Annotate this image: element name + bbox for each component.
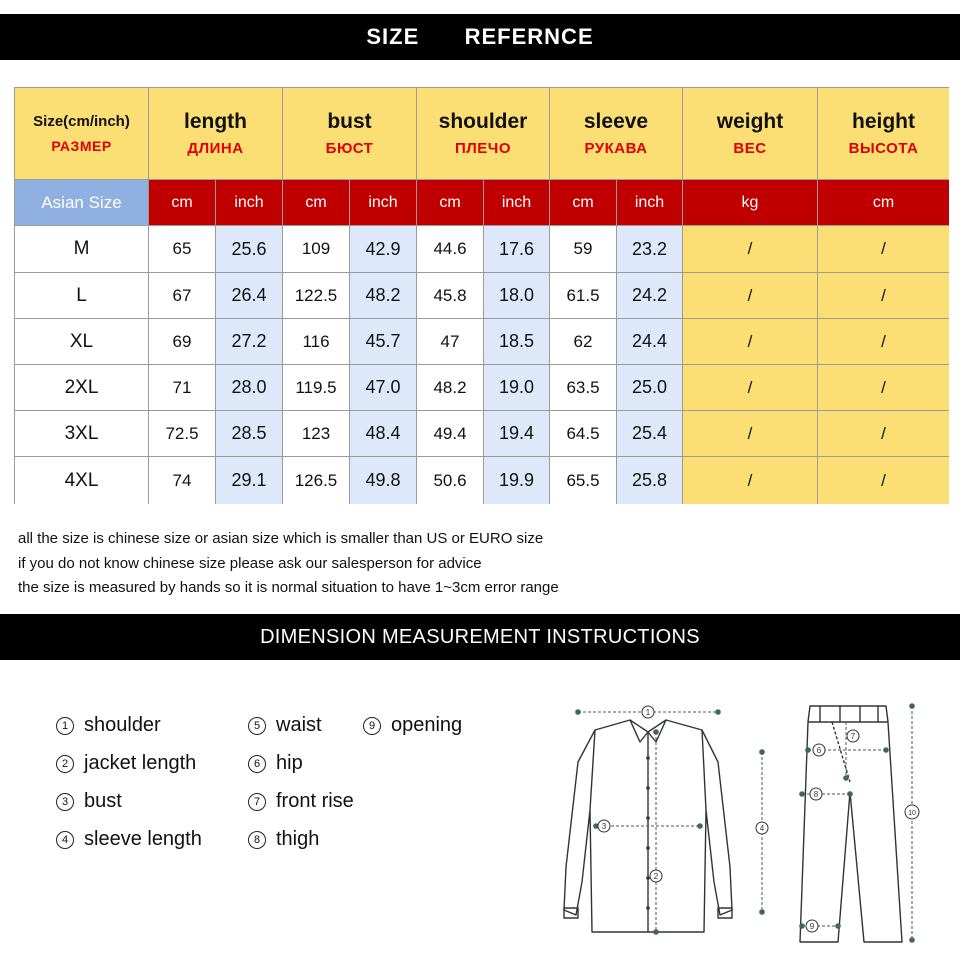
marker-sleeve-length bbox=[756, 822, 768, 834]
bust-inch-cell: 42.9 bbox=[350, 226, 416, 272]
marker-shoulder bbox=[642, 706, 654, 718]
unit-kg: kg bbox=[683, 180, 817, 225]
svg-text:10: 10 bbox=[908, 810, 916, 817]
length-inch-cell: 26.4 bbox=[216, 273, 282, 318]
legend-item-sleeve-length bbox=[56, 828, 202, 851]
shoulder-inch-cell: 18.5 bbox=[484, 319, 549, 364]
marker-hip bbox=[813, 744, 825, 756]
size-reference-banner bbox=[0, 14, 960, 60]
unit-cm: cm bbox=[149, 180, 215, 225]
header-height bbox=[818, 88, 949, 179]
sleeve-cm-cell: 63.5 bbox=[550, 365, 616, 410]
bust-cm-cell: 126.5 bbox=[283, 457, 349, 504]
svg-text:3: 3 bbox=[601, 822, 607, 831]
length-inch-cell: 29.1 bbox=[216, 457, 282, 504]
svg-text:1: 1 bbox=[645, 708, 651, 717]
size-reference-title: SIZE REFERNCE bbox=[366, 24, 594, 49]
marker-opening bbox=[806, 920, 818, 932]
header-label-en: sleeve bbox=[583, 110, 649, 133]
height-cell: / bbox=[818, 411, 949, 456]
height-cell: / bbox=[818, 365, 949, 410]
legend-number: 3 bbox=[56, 793, 74, 811]
unit-inch: inch bbox=[484, 180, 549, 225]
shoulder-cm-cell: 48.2 bbox=[417, 365, 483, 410]
bust-cm-cell: 123 bbox=[283, 411, 349, 456]
svg-text:2: 2 bbox=[653, 872, 659, 881]
bust-inch-cell: 49.8 bbox=[350, 457, 416, 504]
weight-cell: / bbox=[683, 457, 817, 504]
svg-text:8: 8 bbox=[813, 790, 819, 799]
marker-jacket-length bbox=[650, 870, 662, 882]
instructions-banner bbox=[0, 614, 960, 660]
header-label-en: bust bbox=[327, 110, 372, 133]
length-cm-cell: 69 bbox=[149, 319, 215, 364]
size-notes bbox=[18, 527, 559, 601]
svg-text:7: 7 bbox=[850, 732, 856, 741]
bust-cm-cell: 109 bbox=[283, 226, 349, 272]
svg-text:4: 4 bbox=[759, 824, 765, 833]
unit-cm: cm bbox=[818, 180, 949, 225]
header-label-ru: ВЫСОТА bbox=[848, 140, 919, 157]
legend-item-bust bbox=[56, 790, 122, 813]
header-label-en: weight bbox=[716, 110, 784, 133]
length-cm-cell: 74 bbox=[149, 457, 215, 504]
weight-cell: / bbox=[683, 411, 817, 456]
header-label-ru: РУКАВА bbox=[584, 140, 648, 157]
shoulder-inch-cell: 17.6 bbox=[484, 226, 549, 272]
legend-number: 4 bbox=[56, 831, 74, 849]
length-cm-cell: 72.5 bbox=[149, 411, 215, 456]
length-inch-cell: 28.5 bbox=[216, 411, 282, 456]
legend-item-thigh bbox=[248, 828, 319, 851]
note-line: if you do not know chinese size please ask our salesperson for advice bbox=[18, 554, 482, 572]
header-sleeve bbox=[550, 88, 682, 179]
sleeve-cm-cell: 62 bbox=[550, 319, 616, 364]
unit-cm: cm bbox=[550, 180, 616, 225]
legend-label: waist bbox=[276, 714, 322, 736]
size-label: M bbox=[15, 226, 148, 272]
header-label-ru: ВЕС bbox=[733, 140, 767, 157]
length-inch-cell: 25.6 bbox=[216, 226, 282, 272]
legend-number: 2 bbox=[56, 755, 74, 773]
legend-item-jacket-length bbox=[56, 752, 196, 775]
legend-label: hip bbox=[276, 752, 303, 774]
legend-label: bust bbox=[84, 790, 122, 812]
marker-bust bbox=[598, 820, 610, 832]
note-line: all the size is chinese size or asian size which is smaller than US or EURO size bbox=[18, 530, 544, 547]
shoulder-cm-cell: 44.6 bbox=[417, 226, 483, 272]
unit-inch: inch bbox=[350, 180, 416, 225]
legend-item-shoulder bbox=[56, 714, 161, 737]
shoulder-inch-cell: 19.4 bbox=[484, 411, 549, 456]
length-cm-cell: 71 bbox=[149, 365, 215, 410]
marker-pants-length bbox=[905, 805, 919, 819]
legend-number: 5 bbox=[248, 717, 266, 735]
weight-cell: / bbox=[683, 226, 817, 272]
legend-item-front-rise bbox=[248, 790, 354, 813]
shoulder-cm-cell: 45.8 bbox=[417, 273, 483, 318]
legend-label: thigh bbox=[276, 828, 320, 850]
size-label: 4XL bbox=[15, 457, 148, 504]
sleeve-inch-cell: 24.2 bbox=[617, 273, 682, 318]
unit-inch: inch bbox=[216, 180, 282, 225]
size-label: 2XL bbox=[15, 365, 148, 410]
sleeve-cm-cell: 59 bbox=[550, 226, 616, 272]
size-label: XL bbox=[15, 319, 148, 364]
weight-cell: / bbox=[683, 319, 817, 364]
sleeve-inch-cell: 25.0 bbox=[617, 365, 682, 410]
shoulder-cm-cell: 47 bbox=[417, 319, 483, 364]
bust-inch-cell: 48.2 bbox=[350, 273, 416, 318]
height-cell: / bbox=[818, 226, 949, 272]
note-line: the size is measured by hands so it is normal situation to have 1~3cm error range bbox=[18, 579, 559, 596]
unit-cm: cm bbox=[283, 180, 349, 225]
legend-label: opening bbox=[391, 714, 463, 736]
header-label-ru: РАЗМЕР bbox=[51, 138, 112, 154]
asian-size-label: Asian Size bbox=[15, 180, 148, 225]
header-bust bbox=[283, 88, 416, 179]
unit-cm: cm bbox=[417, 180, 483, 225]
bust-cm-cell: 122.5 bbox=[283, 273, 349, 318]
legend-number: 1 bbox=[56, 717, 74, 735]
height-cell: / bbox=[818, 457, 949, 504]
bust-inch-cell: 47.0 bbox=[350, 365, 416, 410]
header-label-en: Size(cm/inch) bbox=[33, 113, 130, 130]
legend-number: 8 bbox=[248, 831, 266, 849]
sleeve-inch-cell: 25.8 bbox=[617, 457, 682, 504]
bust-cm-cell: 119.5 bbox=[283, 365, 349, 410]
sleeve-cm-cell: 64.5 bbox=[550, 411, 616, 456]
sleeve-inch-cell: 23.2 bbox=[617, 226, 682, 272]
sleeve-inch-cell: 25.4 bbox=[617, 411, 682, 456]
instructions-title: DIMENSION MEASUREMENT INSTRUCTIONS bbox=[260, 625, 700, 648]
marker-thigh bbox=[810, 788, 822, 800]
legend-label: front rise bbox=[276, 790, 354, 812]
header-weight bbox=[683, 88, 817, 179]
header-length bbox=[149, 88, 282, 179]
header-label-en: length bbox=[184, 110, 247, 133]
length-cm-cell: 65 bbox=[149, 226, 215, 272]
bust-cm-cell: 116 bbox=[283, 319, 349, 364]
unit-inch: inch bbox=[617, 180, 682, 225]
length-inch-cell: 28.0 bbox=[216, 365, 282, 410]
svg-text:6: 6 bbox=[816, 746, 822, 755]
size-label: 3XL bbox=[15, 411, 148, 456]
svg-text:9: 9 bbox=[809, 922, 815, 931]
header-size bbox=[15, 88, 148, 179]
length-inch-cell: 27.2 bbox=[216, 319, 282, 364]
legend-item-opening bbox=[363, 714, 462, 737]
height-cell: / bbox=[818, 319, 949, 364]
size-table bbox=[14, 87, 949, 504]
shoulder-inch-cell: 19.9 bbox=[484, 457, 549, 504]
header-shoulder bbox=[417, 88, 549, 179]
weight-cell: / bbox=[683, 273, 817, 318]
shoulder-inch-cell: 19.0 bbox=[484, 365, 549, 410]
legend-number: 9 bbox=[363, 717, 381, 735]
legend-item-waist bbox=[248, 714, 322, 737]
height-cell: / bbox=[818, 273, 949, 318]
legend-number: 7 bbox=[248, 793, 266, 811]
size-label: L bbox=[15, 273, 148, 318]
sleeve-cm-cell: 65.5 bbox=[550, 457, 616, 504]
legend-label: jacket length bbox=[84, 752, 197, 774]
shoulder-cm-cell: 50.6 bbox=[417, 457, 483, 504]
shoulder-cm-cell: 49.4 bbox=[417, 411, 483, 456]
legend-number: 6 bbox=[248, 755, 266, 773]
header-label-ru: ДЛИНА bbox=[187, 140, 244, 157]
header-label-ru: БЮСТ bbox=[325, 140, 374, 157]
legend-item-hip bbox=[248, 752, 303, 775]
legend-label: shoulder bbox=[84, 714, 161, 736]
length-cm-cell: 67 bbox=[149, 273, 215, 318]
sleeve-cm-cell: 61.5 bbox=[550, 273, 616, 318]
weight-cell: / bbox=[683, 365, 817, 410]
shoulder-inch-cell: 18.0 bbox=[484, 273, 549, 318]
sleeve-inch-cell: 24.4 bbox=[617, 319, 682, 364]
header-label-en: shoulder bbox=[438, 110, 528, 133]
header-label-en: height bbox=[852, 110, 915, 133]
marker-front-rise bbox=[847, 730, 859, 742]
legend-label: sleeve length bbox=[84, 828, 202, 850]
bust-inch-cell: 48.4 bbox=[350, 411, 416, 456]
bust-inch-cell: 45.7 bbox=[350, 319, 416, 364]
header-label-ru: ПЛЕЧО bbox=[454, 140, 512, 157]
garment-measurement-diagram bbox=[520, 692, 940, 947]
